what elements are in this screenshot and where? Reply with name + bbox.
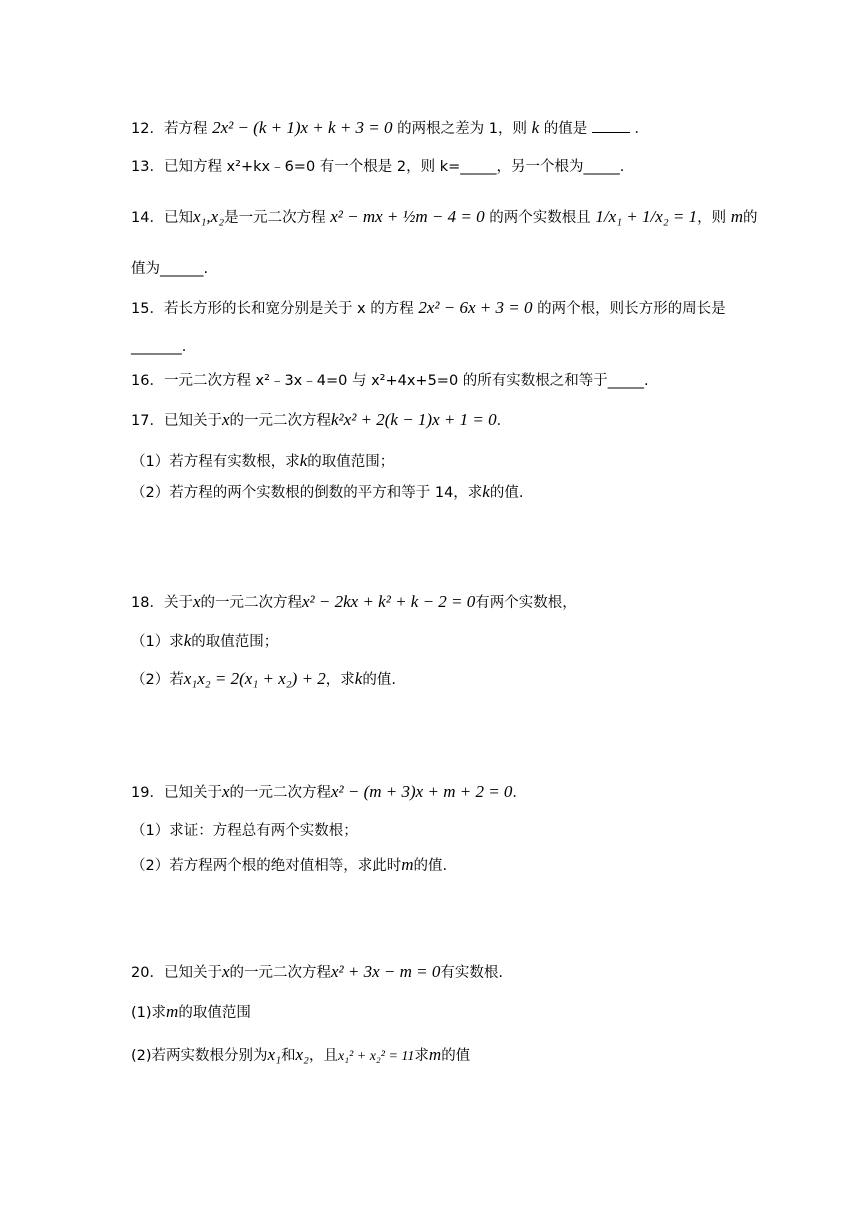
question-text: ，则	[697, 210, 727, 226]
question-text: 若两实数根分别为	[151, 1048, 268, 1064]
question-text: 值为______.	[131, 261, 209, 277]
question-text: 的取值范围	[178, 1005, 251, 1021]
question-text: 若长方形的长和宽分别是关于 x 的方程	[163, 301, 414, 317]
variable: k	[531, 118, 540, 137]
variables: x₁,x₂	[192, 207, 225, 226]
question-text: ，且	[308, 1048, 338, 1064]
question-text: 关于	[163, 595, 193, 611]
question-text: 和	[281, 1048, 296, 1064]
question-text: 的两根之差为 1，则	[397, 121, 527, 137]
question-text: 的取值范围；	[191, 634, 279, 650]
answer-blank[interactable]	[592, 118, 630, 133]
question-text: 求	[151, 1005, 167, 1021]
equation: x² + 3x − m = 0	[331, 962, 441, 981]
question-number: 12．	[131, 121, 164, 137]
equation: x² − (m + 3)x + m + 2 = 0	[331, 782, 513, 801]
question-18-part1	[131, 629, 278, 654]
question-text: 已知	[163, 210, 193, 226]
question-number: 15．	[131, 301, 164, 317]
question-18	[131, 590, 577, 615]
question-text: 若	[169, 672, 184, 688]
question-20-part2	[131, 1043, 470, 1069]
question-12	[131, 116, 649, 141]
question-20	[131, 960, 503, 985]
question-text: 的值.	[362, 672, 396, 688]
condition-equation: 1/x₁ + 1/x₂ = 1	[595, 207, 698, 226]
question-13	[131, 155, 624, 179]
question-text: 的一元二次方程	[200, 595, 302, 611]
question-text: 已知关于	[163, 965, 222, 981]
question-text: 若方程两个根的绝对值相等，求此时	[169, 858, 402, 874]
variable: x	[192, 592, 201, 611]
question-text: 的值.	[413, 858, 448, 874]
part-label: (2)	[131, 1048, 152, 1064]
question-text: ，求	[325, 672, 355, 688]
equation: x² − 2kx + k² + k − 2 = 0	[302, 592, 476, 611]
question-16	[131, 369, 649, 393]
question-number: 18．	[131, 595, 164, 611]
question-number: 17．	[131, 413, 164, 429]
variable: k	[482, 482, 490, 501]
question-text: ．	[512, 785, 527, 801]
part-label: （1）	[131, 823, 170, 839]
variable: x	[221, 410, 230, 429]
question-14-line2	[131, 257, 208, 281]
question-text: 有两个实数根，	[475, 595, 577, 611]
equation: 2x² − (k + 1)x + k + 3 = 0	[212, 118, 393, 137]
question-text: 的一元二次方程	[229, 965, 331, 981]
question-text: 13．已知方程 x²+kx﹣6=0 有一个根是 2，则 k=_____，另一个根为_____.	[131, 159, 625, 175]
variable: x₁	[267, 1045, 282, 1064]
variable: x₂	[295, 1045, 309, 1064]
question-number: 14．	[131, 210, 164, 226]
part-label: （1）	[131, 634, 170, 650]
equation: x₁² + x₂² = 11	[337, 1049, 415, 1064]
question-text: 求证：方程总有两个实数根；	[169, 823, 358, 839]
question-text: 的值是	[543, 121, 588, 137]
question-text: 若方程有实数根，求	[169, 454, 300, 470]
part-label: (1)	[131, 1005, 152, 1021]
variable: x	[221, 962, 230, 981]
equation: x² − mx + ½m − 4 = 0	[330, 207, 485, 226]
variable: k	[299, 451, 308, 470]
variable: k	[183, 631, 192, 650]
question-15-line2	[131, 335, 186, 359]
part-label: （1）	[131, 454, 170, 470]
question-number: 20．	[131, 965, 164, 981]
question-19	[131, 780, 527, 805]
question-19-part1	[131, 819, 358, 843]
question-text: 求	[414, 1048, 429, 1064]
variable: k	[354, 669, 363, 688]
equation: k²x² + 2(k − 1)x + 1 = 0	[331, 410, 497, 429]
part-label: （2）	[131, 858, 170, 874]
question-text: 的两个实数根且	[489, 210, 591, 226]
question-text: ．	[634, 121, 649, 137]
question-text: 若方程	[163, 121, 208, 137]
question-18-part2	[131, 667, 396, 692]
question-17-part2	[131, 480, 523, 505]
equation: 2x² − 6x + 3 = 0	[418, 298, 533, 317]
question-text: 已知关于	[163, 413, 222, 429]
question-15	[131, 296, 726, 321]
part-label: （2）	[131, 672, 170, 688]
variable: m	[401, 855, 414, 874]
question-text: 的两个根，则长方形的周长是	[537, 301, 726, 317]
part-label: （2）	[131, 485, 170, 501]
question-number: 19．	[131, 785, 164, 801]
variable: m	[428, 1045, 442, 1064]
question-text: _______.	[131, 339, 187, 355]
question-14	[131, 200, 758, 235]
question-text: 的一元二次方程	[229, 413, 331, 429]
question-text: 的值	[441, 1048, 471, 1064]
equation: x₁x₂ = 2(x₁ + x₂) + 2	[183, 669, 326, 688]
question-text: 已知关于	[163, 785, 222, 801]
question-text: 是一元二次方程	[224, 210, 326, 226]
variable: m	[166, 1002, 179, 1021]
variable: x	[221, 782, 230, 801]
question-17-part1	[131, 449, 394, 474]
question-text: 若方程的两个实数根的倒数的平方和等于 14，求	[169, 485, 483, 501]
variable: m	[730, 207, 744, 226]
question-text: 的取值范围；	[307, 454, 395, 470]
question-text: 有实数根.	[440, 965, 503, 981]
question-text: 的一元二次方程	[229, 785, 331, 801]
question-20-part1	[131, 1000, 251, 1025]
question-text: 的	[743, 210, 758, 226]
question-text: 16．一元二次方程 x²﹣3x﹣4=0 与 x²+4x+5=0 的所有实数根之和等于_____.	[131, 373, 649, 389]
question-text: ．	[496, 413, 512, 429]
question-17	[131, 408, 511, 433]
question-19-part2	[131, 853, 447, 878]
question-text: 求	[169, 634, 184, 650]
question-text: 的值.	[489, 485, 524, 501]
